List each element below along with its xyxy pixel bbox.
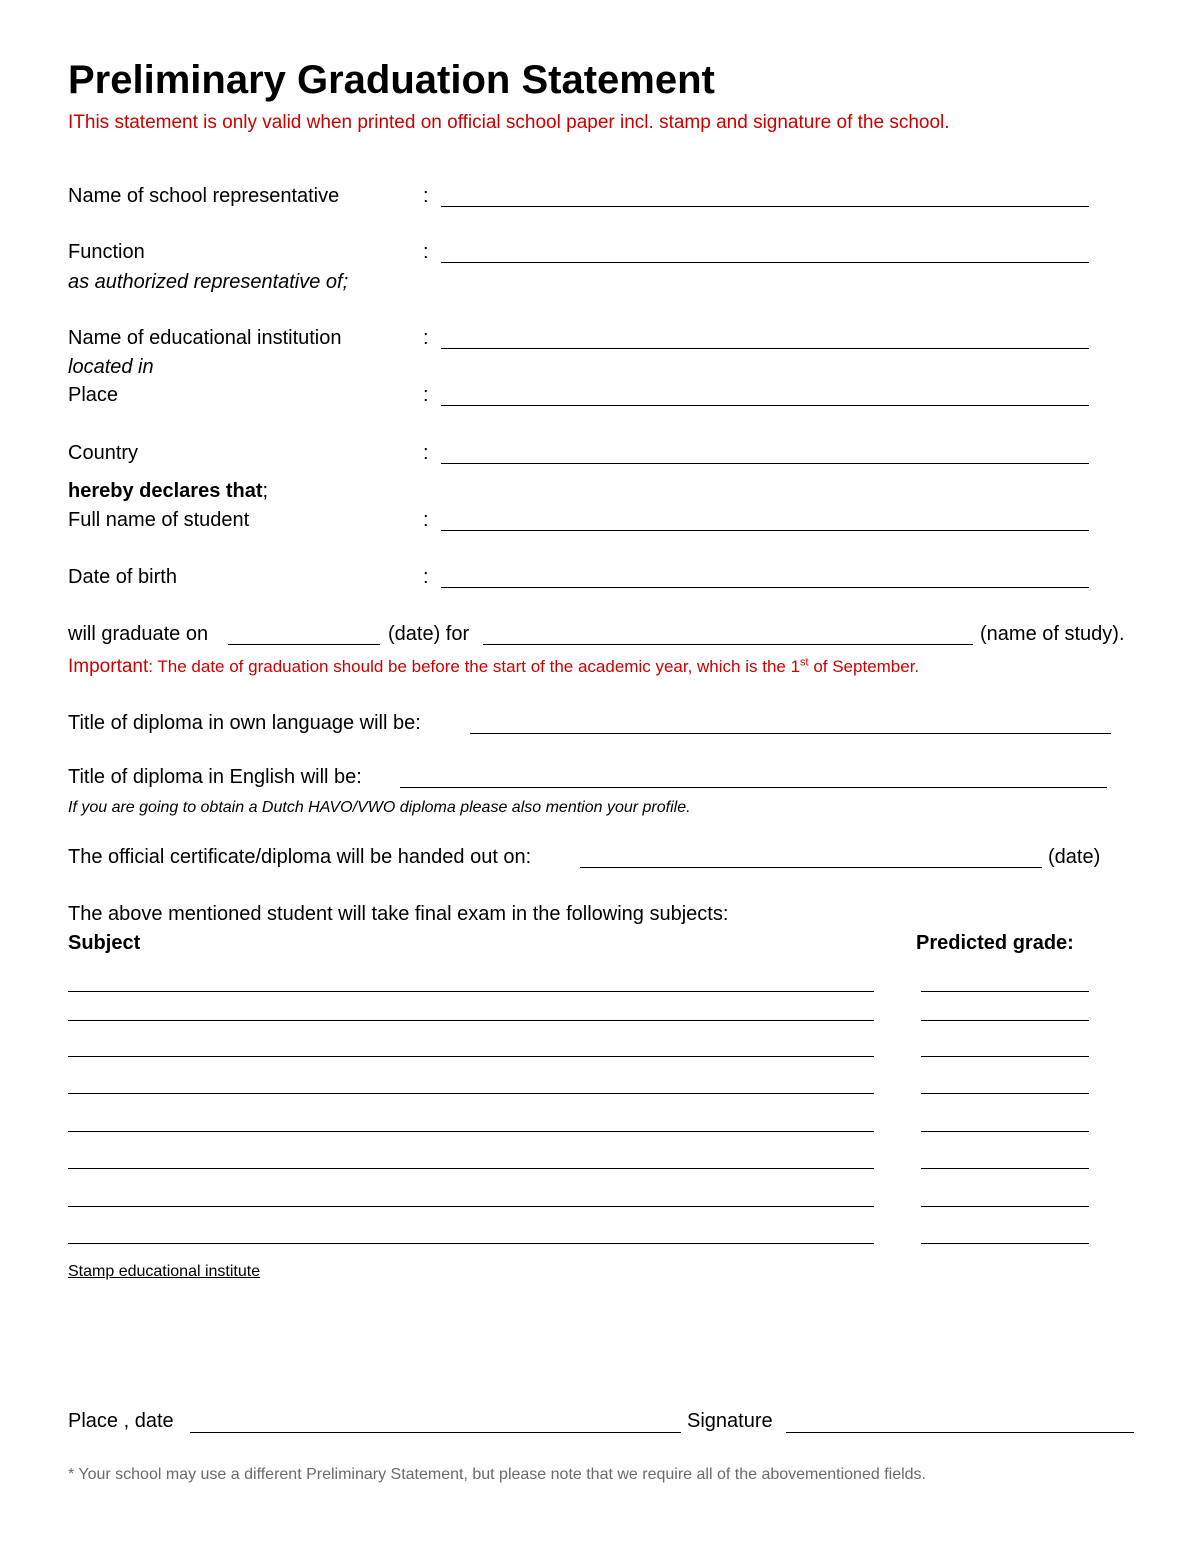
diploma-own-label: Title of diploma in own language will be: bbox=[68, 712, 421, 734]
school-rep-field[interactable] bbox=[441, 206, 1089, 207]
important-text: : The date of graduation should be before the start of the academic year, which is the 1 bbox=[148, 657, 801, 676]
important-sup: st bbox=[800, 656, 809, 669]
diploma-own-field[interactable] bbox=[470, 733, 1111, 734]
diploma-english-field[interactable] bbox=[400, 787, 1107, 788]
subject-field[interactable] bbox=[68, 1243, 874, 1244]
subject-field[interactable] bbox=[68, 991, 874, 992]
graduate-date-field[interactable] bbox=[228, 644, 380, 645]
signature-field[interactable] bbox=[786, 1432, 1134, 1433]
grade-header: Predicted grade: bbox=[916, 932, 1074, 954]
predicted-grade-field[interactable] bbox=[921, 1020, 1089, 1021]
located-in-label: located in bbox=[68, 356, 154, 378]
country-field[interactable] bbox=[441, 463, 1089, 464]
havo-note: If you are going to obtain a Dutch HAVO/VWO diploma please also mention your profile. bbox=[68, 799, 691, 816]
predicted-grade-field[interactable] bbox=[921, 991, 1089, 992]
institution-label: Name of educational institution bbox=[68, 327, 342, 349]
study-name-field[interactable] bbox=[483, 644, 973, 645]
subject-field[interactable] bbox=[68, 1020, 874, 1021]
subject-field[interactable] bbox=[68, 1056, 874, 1057]
important-text-after: of September. bbox=[808, 657, 920, 676]
country-label: Country bbox=[68, 442, 139, 464]
country-colon: : bbox=[423, 442, 429, 464]
place-field[interactable] bbox=[441, 405, 1089, 406]
handed-out-date-suffix: (date) bbox=[1048, 846, 1101, 868]
institution-field[interactable] bbox=[441, 348, 1089, 349]
declares-bold: hereby declares that bbox=[68, 480, 263, 502]
dob-label: Date of birth bbox=[68, 566, 177, 588]
study-name-label: (name of study). bbox=[980, 623, 1125, 645]
predicted-grade-field[interactable] bbox=[921, 1131, 1089, 1132]
place-date-field[interactable] bbox=[190, 1432, 681, 1433]
handed-out-field[interactable] bbox=[580, 867, 1042, 868]
student-colon: : bbox=[423, 509, 429, 531]
authorized-as-label: as authorized representative of; bbox=[68, 271, 349, 293]
school-rep-colon: : bbox=[423, 185, 429, 207]
validity-note: IThis statement is only valid when printed on official school paper incl. stamp and signature of the school. bbox=[68, 112, 950, 133]
dob-field[interactable] bbox=[441, 587, 1089, 588]
predicted-grade-field[interactable] bbox=[921, 1056, 1089, 1057]
handed-out-label: The official certificate/diploma will be handed out on: bbox=[68, 846, 532, 868]
place-date-label: Place , date bbox=[68, 1410, 174, 1432]
page-title: Preliminary Graduation Statement bbox=[68, 58, 715, 102]
function-colon: : bbox=[423, 241, 429, 263]
important-note bbox=[68, 656, 919, 678]
student-field[interactable] bbox=[441, 530, 1089, 531]
declares-label bbox=[68, 480, 268, 503]
place-colon: : bbox=[423, 384, 429, 406]
subject-field[interactable] bbox=[68, 1093, 874, 1094]
diploma-english-label: Title of diploma in English will be: bbox=[68, 766, 362, 788]
subject-field[interactable] bbox=[68, 1168, 874, 1169]
institution-colon: : bbox=[423, 327, 429, 349]
place-label: Place bbox=[68, 384, 119, 406]
function-field[interactable] bbox=[441, 262, 1089, 263]
exam-intro: The above mentioned student will take final exam in the following subjects: bbox=[68, 903, 729, 925]
subject-field[interactable] bbox=[68, 1131, 874, 1132]
predicted-grade-field[interactable] bbox=[921, 1168, 1089, 1169]
declares-suffix: ; bbox=[262, 480, 269, 502]
stamp-label: Stamp educational institute bbox=[68, 1263, 261, 1280]
graduate-prefix: will graduate on bbox=[68, 623, 209, 645]
function-label: Function bbox=[68, 241, 145, 263]
predicted-grade-field[interactable] bbox=[921, 1206, 1089, 1207]
important-label: Important bbox=[68, 656, 149, 677]
school-rep-label: Name of school representative bbox=[68, 185, 340, 207]
predicted-grade-field[interactable] bbox=[921, 1093, 1089, 1094]
signature-label: Signature bbox=[687, 1410, 773, 1432]
graduate-date-label: (date) for bbox=[388, 623, 470, 645]
dob-colon: : bbox=[423, 566, 429, 588]
student-label: Full name of student bbox=[68, 509, 250, 531]
subject-field[interactable] bbox=[68, 1206, 874, 1207]
predicted-grade-field[interactable] bbox=[921, 1243, 1089, 1244]
footer-note: * Your school may use a different Preliminary Statement, but please note that we require all of the abovementioned fields. bbox=[68, 1466, 926, 1483]
subject-header: Subject bbox=[68, 932, 141, 954]
